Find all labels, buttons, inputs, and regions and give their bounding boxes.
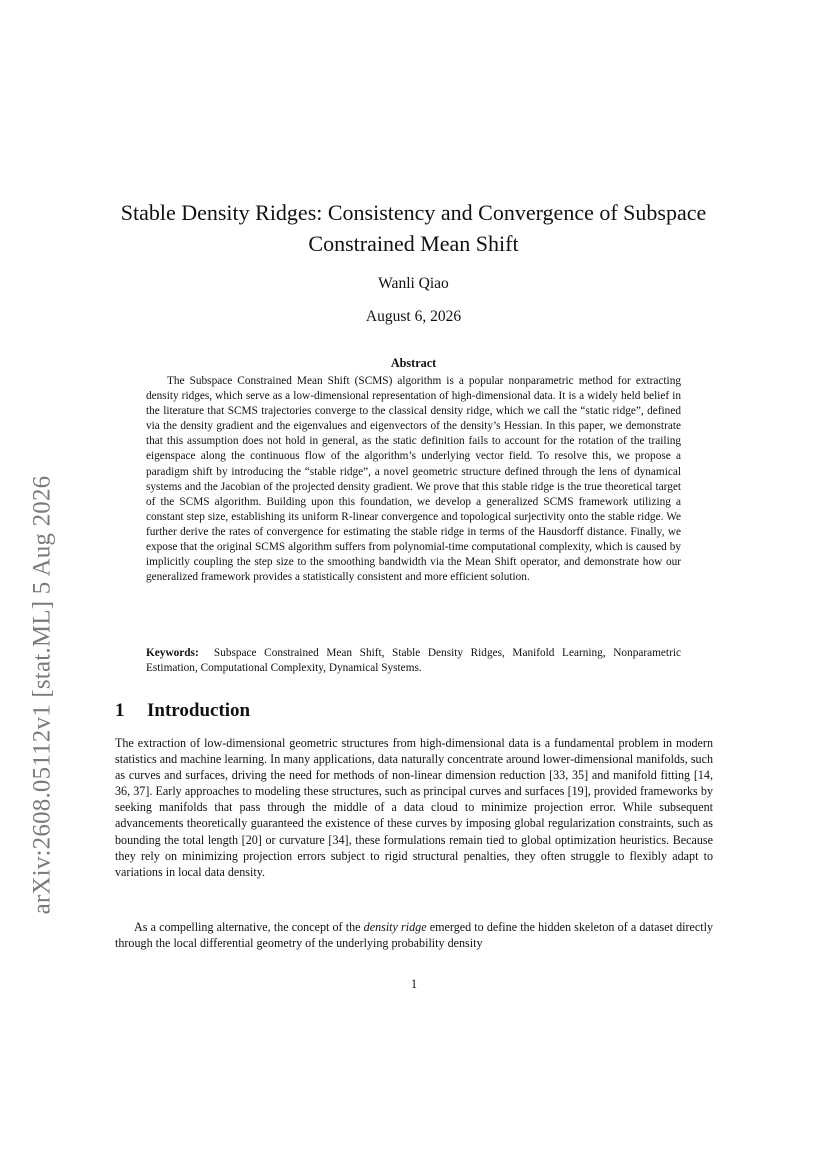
abstract-text: The Subspace Constrained Mean Shift (SCMS) algorithm is a popular nonparametric method for extracting density ridges, which serve as a low-dimensional representation of high-dimensional data. It is a widely held belief in the literature that SCMS trajectories converge to the classical density ridge, which we call the “static ridge”, defined via the density gradient and the eigenvalues and eigenvectors of the density’s Hessian. In this paper, we demonstrate that this assumption does not hold in general, as the static definition fails to account for the rotation of the trailing eigenspace along the continuous flow of the algorithm’s underlying vector field. To resolve this, we propose a paradigm shift by introducing the “stable ridge”, a novel geometric structure defined through the lens of dynamical systems and the Jacobian of the projected density gradient. We prove that this stable ridge is the true theoretical target of the SCMS algorithm. Building upon this foundation, we develop a generalized SCMS framework utilizing a constant step size, establishing its uniform R-linear convergence and topological surjectivity onto the stable ridge. We further derive the rates of convergence for estimating the stable ridge in terms of the Hausdorff distance. Finally, we expose that the original SCMS algorithm suffers from polynomial-time computational complexity, which is caused by implicitly coupling the step size to the smoothing bandwidth via the Mean Shift operator, and demonstrate how our generalized framework provides a statistically consistent and more efficient solution. [146, 375, 681, 584]
section-title: Introduction [147, 700, 251, 721]
arxiv-sidebar [16, 430, 68, 960]
paragraph-2-start: As a compelling alternative, the concept of the [134, 920, 364, 934]
section-heading [115, 700, 250, 722]
density-ridge-term: density ridge [363, 920, 427, 934]
intro-paragraph-2 [115, 919, 713, 951]
keywords-label: Keywords: [146, 647, 199, 659]
paragraph-2-end: emerged to define the hidden skeleton of a dataset directly through the local differential geometry of the underlying probability density [115, 920, 714, 951]
author-name: Wanli Qiao [378, 275, 449, 292]
intro-paragraph-1: The extraction of low-dimensional geometric structures from high-dimensional data is a fundamental problem in modern statistics and machine learning. In many applications, data naturally concentrate around lower-dimensional manifolds, such as curves and surfaces, driving the need for methods of non-linear dimension reduction [33, 35] and manifold fitting [14, 36, 37]. Early approaches to modeling these structures, such as principal curves and surfaces [19], provided frameworks by seeking manifolds that pass through the middle of a data cloud to minimize projection error. While subsequent advancements theoretically guaranteed the existence of these curves by imposing global regularization constraints, such as bounding the total length [20] or curvature [34], these formulations remain tied to global optimization heuristics. Because they rely on minimizing projection errors subject to rigid structural penalties, they often struggle to flexibly adapt to variations in local data density. [115, 736, 713, 879]
arxiv-identifier: arXiv:2608.05112v1 [stat.ML] 5 Aug 2026 [28, 475, 56, 915]
paper-title: Stable Density Ridges: Consistency and Convergence of Subspace Constrained Mean Shift [120, 200, 707, 256]
paper-date: August 6, 2026 [365, 308, 462, 325]
page-number: 1 [410, 977, 418, 991]
keywords-text: Subspace Constrained Mean Shift, Stable Density Ridges, Manifold Learning, Nonparametric Estimation, Computational Complexity, Dynamical Systems. [146, 647, 681, 675]
abstract-heading: Abstract [390, 356, 437, 370]
section-number: 1 [115, 700, 125, 721]
keywords [146, 646, 681, 676]
